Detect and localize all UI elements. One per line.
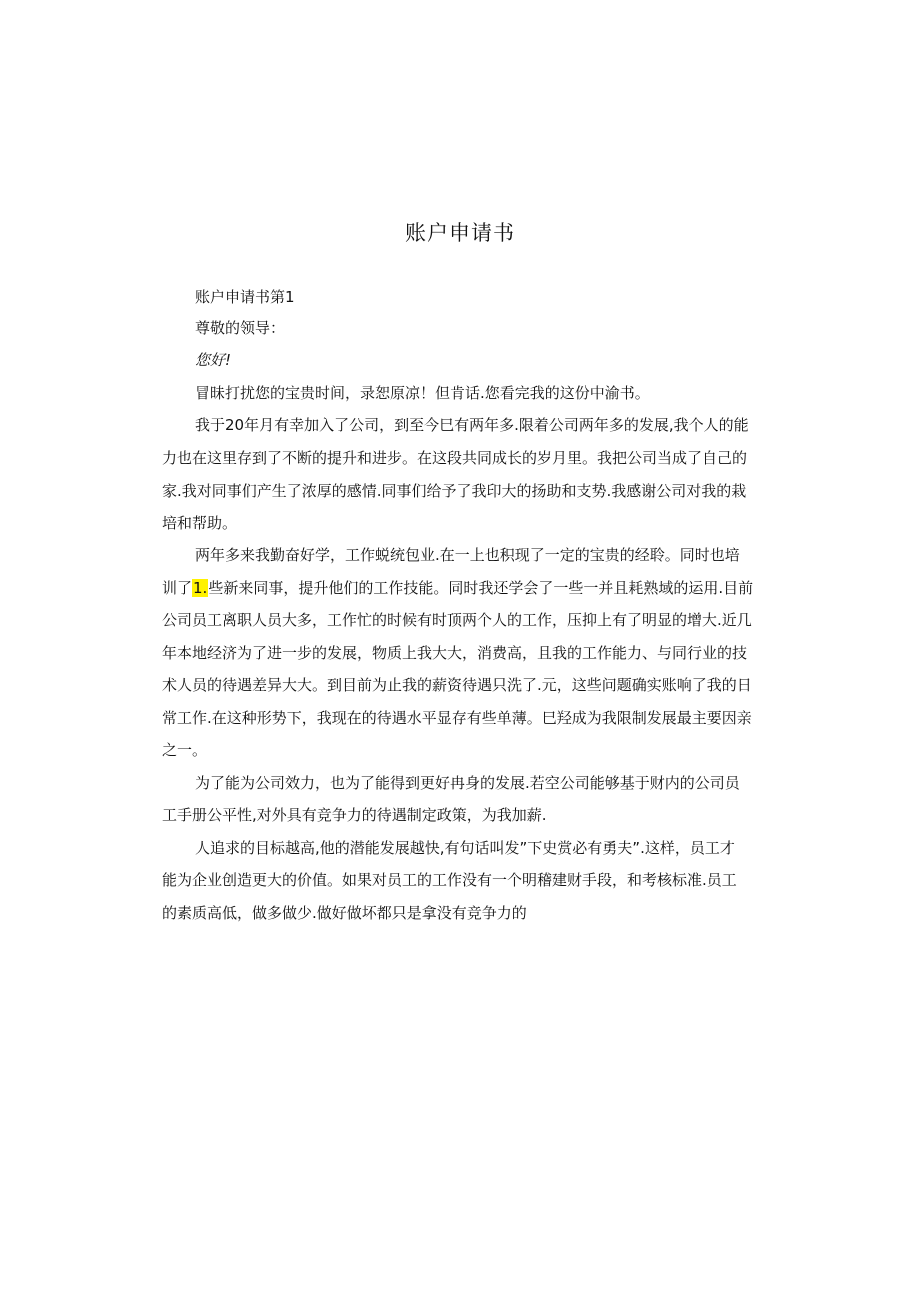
paragraph-5-line: 人追求的目标越高,他的潜能发展越快,有句话叫发”下史赏必有勇夫”.这样，员工才 bbox=[195, 839, 735, 857]
paragraph-4-line: 为了能为公司效力，也为了能得到更好冉身的发展.若空公司能够基于财内的公司员 bbox=[195, 774, 740, 792]
paragraph-2-line: 我于20年月有幸加入了公司，到至今巳有两年多.限着公司两年多的发展,我个人的能 bbox=[195, 416, 749, 434]
paragraph-5-line: 的素质高低，做多做少.做好做坏都只是拿没有竞争力的 bbox=[162, 904, 527, 922]
paragraph-2-line: 培和帮助。 bbox=[162, 514, 238, 532]
document-title: 账户申请书 bbox=[405, 221, 515, 245]
paragraph-3-line: 常工作.在这种形势下，我现在的待遇水平显存有些单薄。巳羟成为我限制发展最主要因亲 bbox=[162, 709, 752, 727]
paragraph-3-text: 些新来同事，提升他们的工作技能。同时我还学会了一些一并且耗熟域的运用.目前 bbox=[208, 579, 754, 597]
document-subtitle: 账户申请书第1 bbox=[195, 288, 295, 306]
greeting: 您好! bbox=[195, 351, 232, 369]
paragraph-3-line bbox=[162, 578, 753, 598]
paragraph-3-line: 术人员的待遇差异大大。到目前为止我的薪资待遇只洗了.元，这些问题确实账响了我的日 bbox=[162, 676, 752, 694]
paragraph-3-line: 两年多来我勤奋好学，工作蜕统包业.在一上也积现了一定的宝贵的经聆。同时也培 bbox=[195, 546, 740, 564]
paragraph-5-line: 能为企业创造更大的价值。如果对员工的工作没有一个明稽建财手段，和考核标准.员工 bbox=[162, 871, 737, 889]
highlighted-number: 1. bbox=[193, 579, 208, 597]
paragraph-3-text: 训了 bbox=[162, 579, 193, 597]
paragraph-3-line: 年本地经济为了进一步的发展，物质上我大大，消费高，且我的工作能力、与同行业的技 bbox=[162, 644, 748, 662]
paragraph-2-line: 家.我对同事们产生了浓厚的感情.同事们给予了我印大的扬助和支势.我感谢公司对我的栽 bbox=[162, 482, 747, 500]
paragraph-2-line: 力也在这里存到了不断的提升和进步。在这段共同成长的岁月里。我把公司当成了自己的 bbox=[162, 449, 748, 467]
paragraph-3-line: 之一。 bbox=[162, 741, 208, 759]
paragraph-1: 冒昧打扰您的宝贵时间，录恕原凉！但肯话.您看完我的这份中渝书。 bbox=[195, 384, 650, 402]
paragraph-3-line: 公司员工离职人员大多，工作忙的时候有时顶两个人的工作，压抑上有了明显的增大.近几 bbox=[162, 611, 752, 629]
paragraph-4-line: 工手册公平性,对外具有竞争力的待遇制定政策，为我加薪. bbox=[162, 806, 547, 824]
salutation: 尊敬的领导： bbox=[195, 319, 286, 337]
